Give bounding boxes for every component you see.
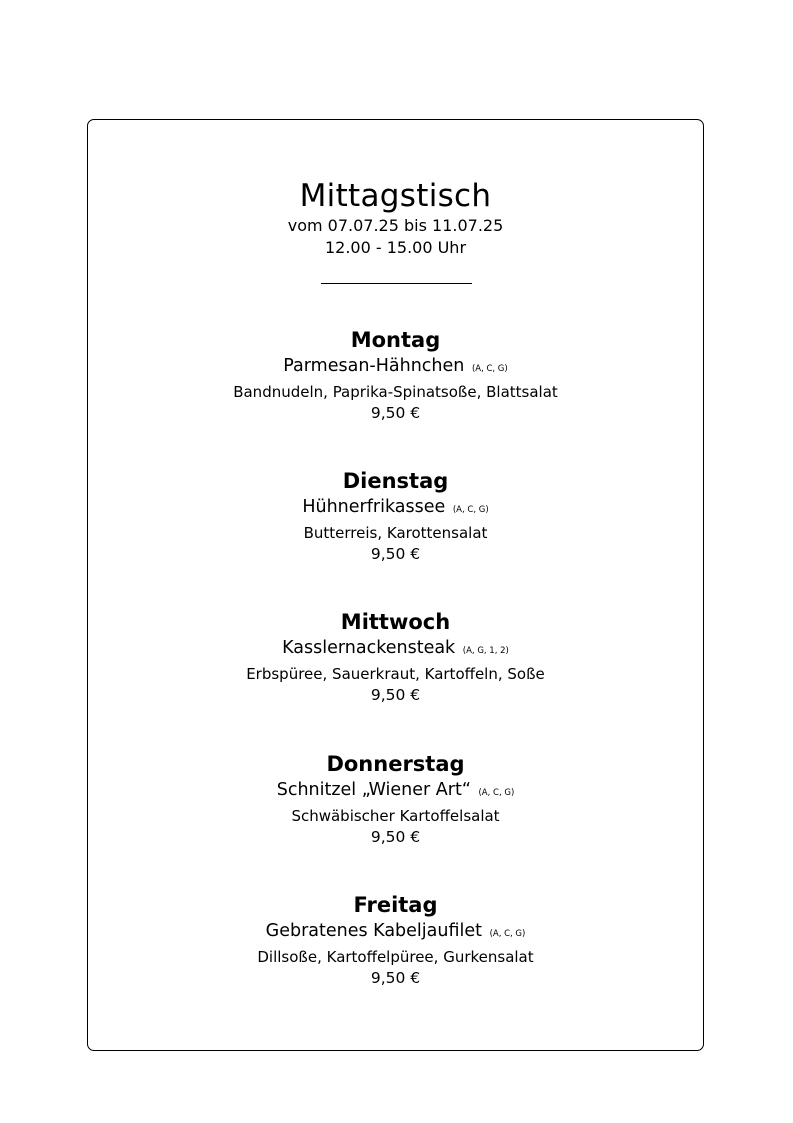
header-divider	[321, 283, 472, 284]
day-block-dienstag	[88, 468, 703, 565]
dish-name: Kasslernackensteak	[282, 638, 456, 658]
price: 9,50 €	[370, 545, 421, 563]
side-dishes: Bandnudeln, Paprika-Spinatsoße, Blattsalat	[233, 383, 558, 401]
dish-name: Hühnerfrikassee	[302, 497, 446, 517]
page-title: Mittagstisch	[299, 178, 492, 214]
menu-header	[88, 177, 703, 259]
day-name: Freitag	[353, 893, 438, 917]
dish-line	[88, 919, 703, 946]
side-dishes: Dillsoße, Kartoffelpüree, Gurkensalat	[257, 948, 534, 966]
allergen-codes: (A, C, G)	[489, 929, 526, 939]
menu-card	[87, 119, 704, 1051]
day-block-mittwoch	[88, 609, 703, 706]
day-block-montag	[88, 327, 703, 424]
price: 9,50 €	[370, 686, 421, 704]
day-name: Donnerstag	[326, 752, 465, 776]
price: 9,50 €	[370, 404, 421, 422]
price: 9,50 €	[370, 969, 421, 987]
dish-line	[88, 778, 703, 805]
serving-hours: 12.00 - 15.00 Uhr	[324, 238, 467, 257]
side-dishes: Schwäbischer Kartoffelsalat	[291, 807, 500, 825]
allergen-codes: (A, C, G)	[452, 505, 489, 515]
dish-line	[88, 354, 703, 381]
side-dishes: Butterreis, Karottensalat	[303, 524, 488, 542]
day-block-donnerstag	[88, 751, 703, 848]
allergen-codes: (A, C, G)	[471, 364, 508, 374]
dish-line	[88, 636, 703, 663]
day-name: Mittwoch	[340, 610, 451, 634]
day-name: Dienstag	[342, 469, 449, 493]
date-range: vom 07.07.25 bis 11.07.25	[287, 216, 504, 235]
price: 9,50 €	[370, 828, 421, 846]
dish-name: Parmesan-Hähnchen	[283, 356, 465, 376]
dish-line	[88, 495, 703, 522]
allergen-codes: (A, G, 1, 2)	[462, 646, 509, 656]
day-name: Montag	[350, 328, 441, 352]
day-block-freitag	[88, 892, 703, 989]
allergen-codes: (A, C, G)	[478, 788, 515, 798]
dish-name: Gebratenes Kabeljaufilet	[265, 921, 482, 941]
dish-name: Schnitzel „Wiener Art“	[276, 780, 471, 800]
side-dishes: Erbspüree, Sauerkraut, Kartoffeln, Soße	[246, 665, 545, 683]
